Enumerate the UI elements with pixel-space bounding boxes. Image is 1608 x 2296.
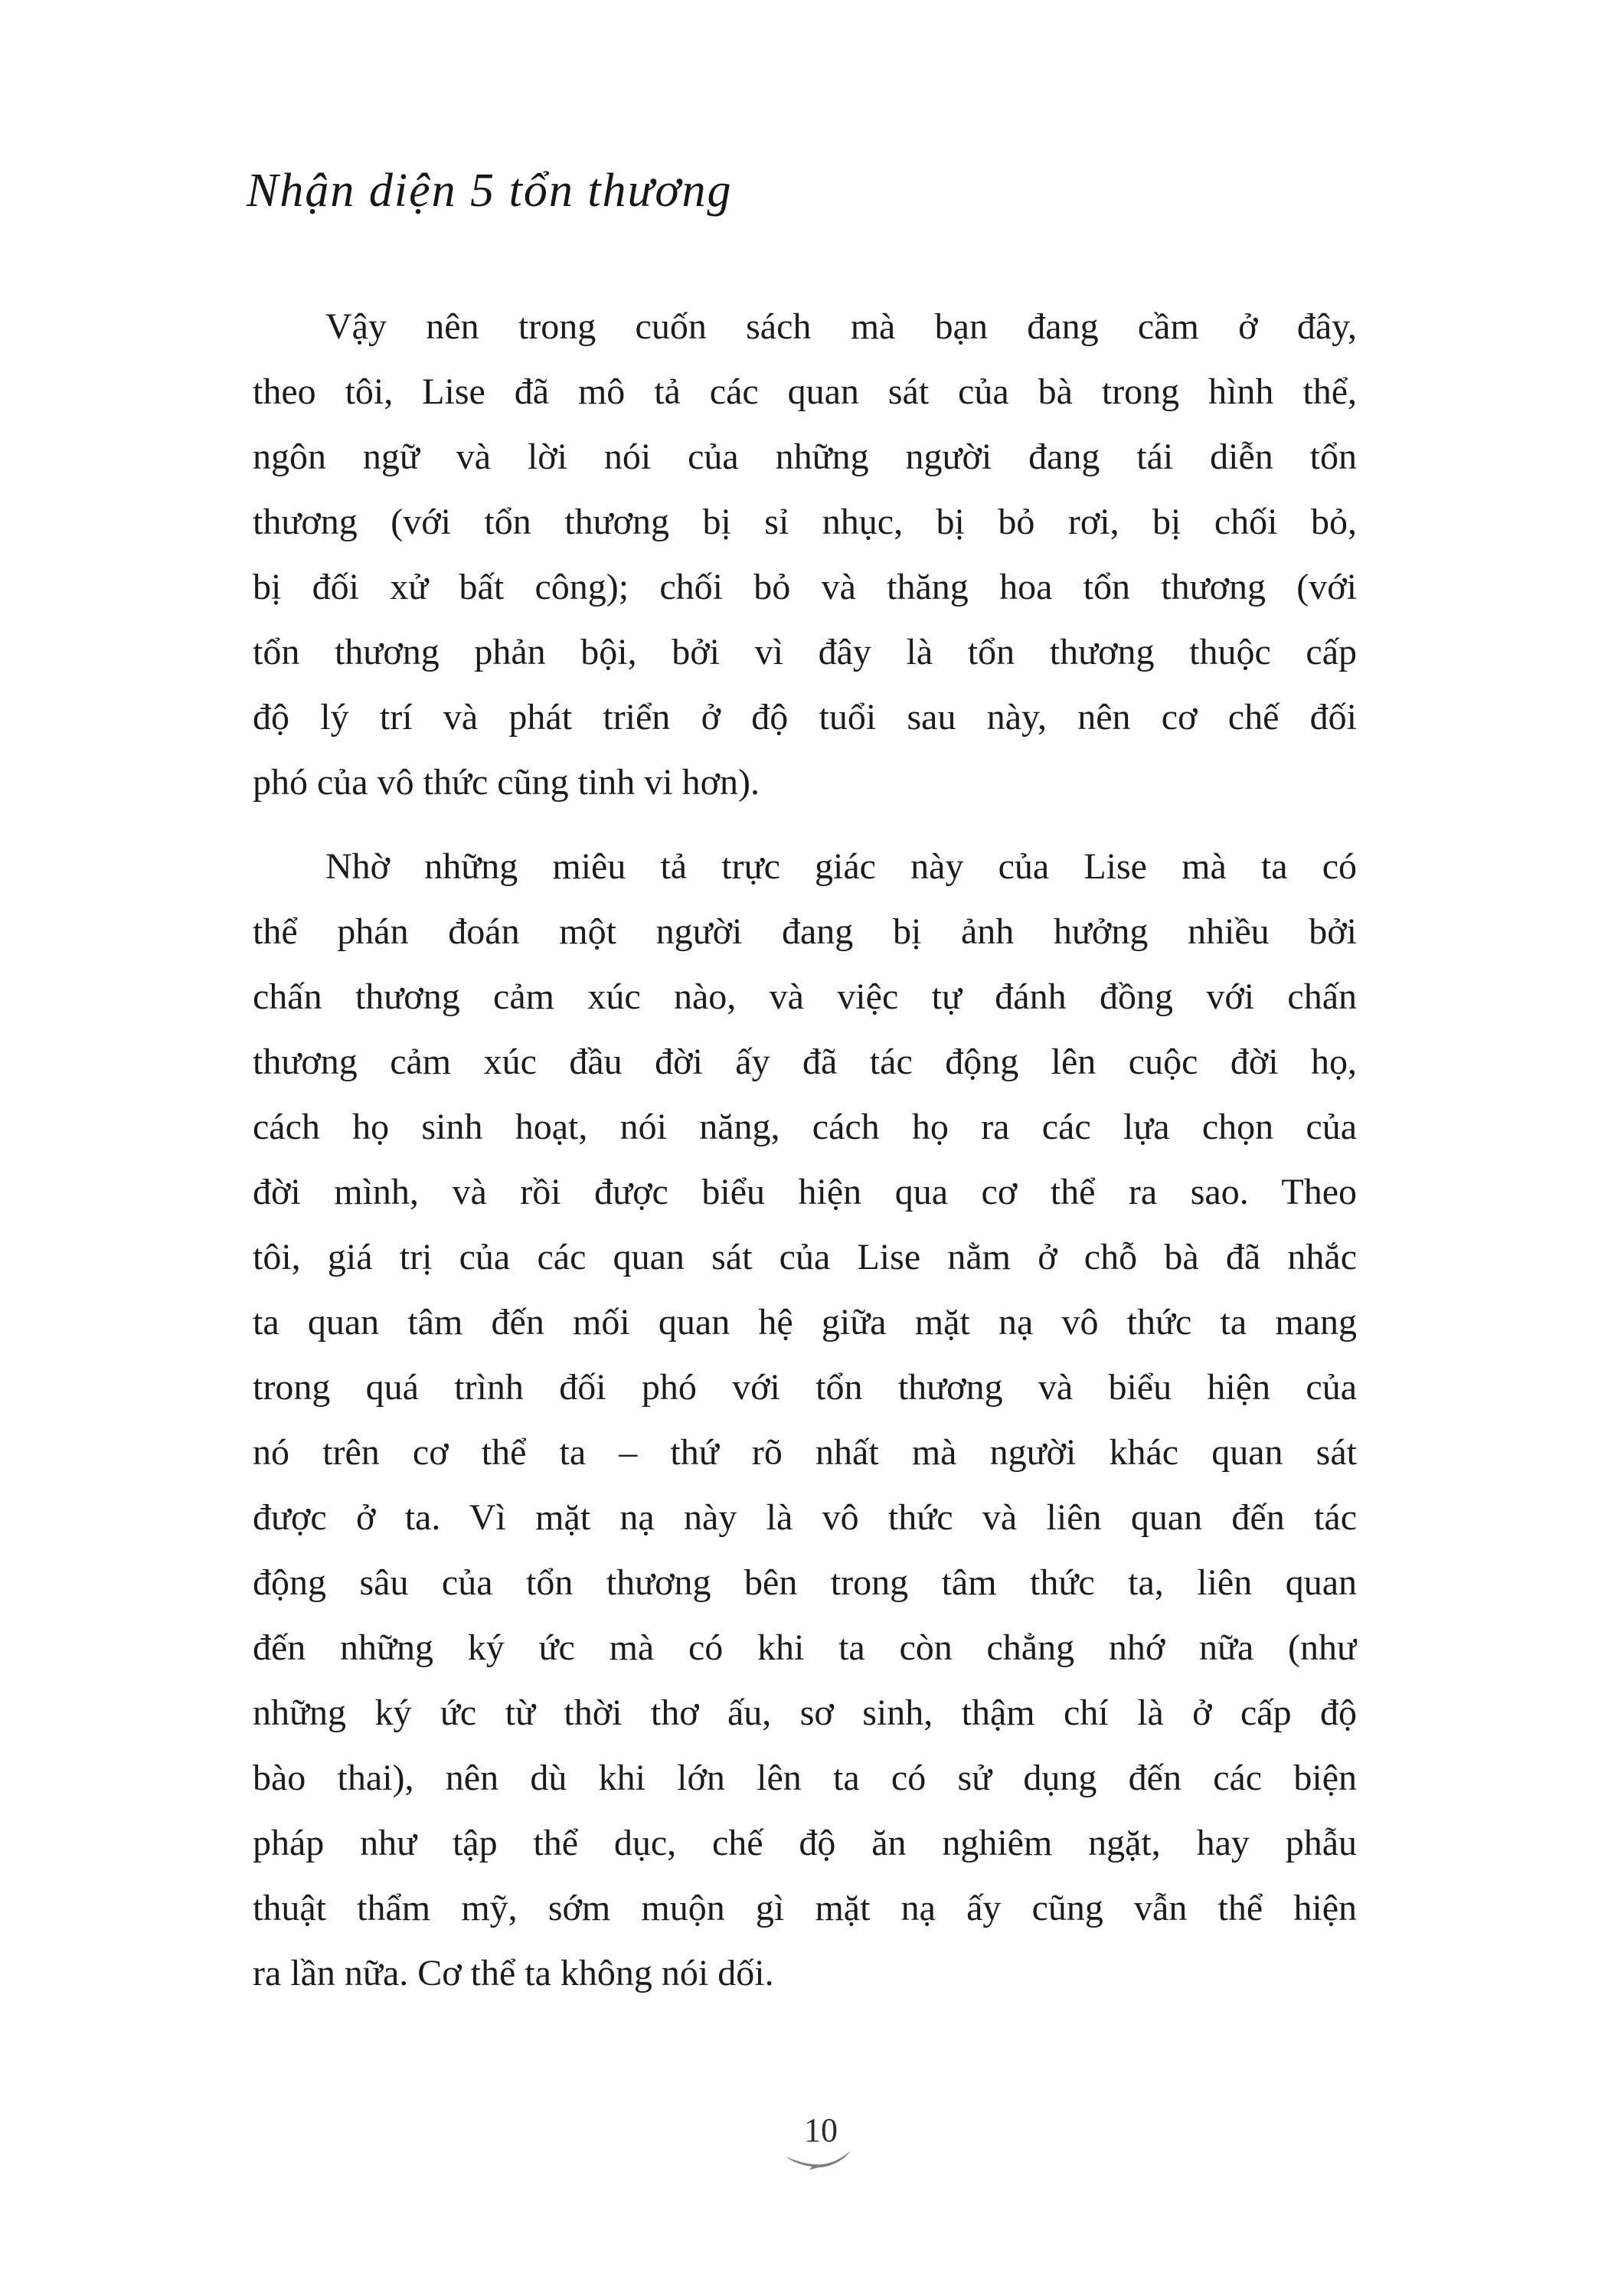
- text-line: tôi, giá trị của các quan sát của Lise nằm ở chỗ bà đã nhắc: [253, 1237, 1357, 1277]
- text-line: phó của vô thức cũng tinh vi hơn).: [253, 762, 760, 803]
- text-line: pháp như tập thể dục, chế độ ăn nghiêm ngặt, hay phẫu: [253, 1823, 1357, 1863]
- text-line: Nhờ những miêu tả trực giác này của Lise mà ta có: [325, 846, 1357, 887]
- text-line: bị đối xử bất công); chối bỏ và thăng hoa tổn thương (với: [253, 567, 1357, 607]
- text-line: thể phán đoán một người đang bị ảnh hưởng nhiều bởi: [253, 911, 1357, 952]
- text-line: Vậy nên trong cuốn sách mà bạn đang cầm ở đây,: [325, 306, 1357, 347]
- text-line: theo tôi, Lise đã mô tả các quan sát của bà trong hình thể,: [253, 371, 1357, 412]
- text-line: nó trên cơ thể ta – thứ rõ nhất mà người khác quan sát: [253, 1432, 1357, 1473]
- body-text: [253, 294, 1357, 2006]
- text-line: tổn thương phản bội, bởi vì đây là tổn thương thuộc cấp: [253, 632, 1357, 672]
- page-footer: [0, 2111, 1608, 2203]
- text-line: thuật thẩm mỹ, sớm muộn gì mặt nạ ấy cũng vẫn thể hiện: [253, 1888, 1357, 1928]
- text-line: thương (với tổn thương bị sỉ nhục, bị bỏ rơi, bị chối bỏ,: [253, 502, 1357, 542]
- paragraph: [253, 834, 1357, 2006]
- text-line: đến những ký ức mà có khi ta còn chẳng nhớ nữa (như: [253, 1627, 1357, 1668]
- text-line: ngôn ngữ và lời nói của những người đang tái diễn tổn: [253, 437, 1357, 477]
- text-line: được ở ta. Vì mặt nạ này là vô thức và liên quan đến tác: [253, 1497, 1357, 1538]
- text-line: những ký ức từ thời thơ ấu, sơ sinh, thậm chí là ở cấp độ: [253, 1693, 1357, 1733]
- text-line: bào thai), nên dù khi lớn lên ta có sử dụng đến các biện: [253, 1758, 1357, 1798]
- text-line: chấn thương cảm xúc nào, và việc tự đánh đồng với chấn: [253, 976, 1357, 1017]
- running-header-title: Nhận diện 5 tổn thương: [247, 165, 733, 217]
- text-line: cách họ sinh hoạt, nói năng, cách họ ra các lựa chọn của: [253, 1107, 1357, 1147]
- text-line: ra lần nữa. Cơ thể ta không nói dối.: [253, 1953, 774, 1993]
- text-line: đời mình, và rồi được biểu hiện qua cơ thể ra sao. Theo: [253, 1172, 1357, 1212]
- page-number: 10: [804, 2111, 838, 2149]
- text-line: động sâu của tổn thương bên trong tâm thức ta, liên quan: [253, 1562, 1357, 1603]
- paragraph: [253, 294, 1357, 815]
- text-line: thương cảm xúc đầu đời ấy đã tác động lên cuộc đời họ,: [253, 1042, 1357, 1082]
- text-line: trong quá trình đối phó với tổn thương và biểu hiện của: [253, 1367, 1357, 1408]
- text-line: độ lý trí và phát triển ở độ tuổi sau này, nên cơ chế đối: [253, 697, 1357, 738]
- text-line: ta quan tâm đến mối quan hệ giữa mặt nạ vô thức ta mang: [253, 1302, 1357, 1343]
- swoosh-flourish-icon: [786, 2149, 851, 2170]
